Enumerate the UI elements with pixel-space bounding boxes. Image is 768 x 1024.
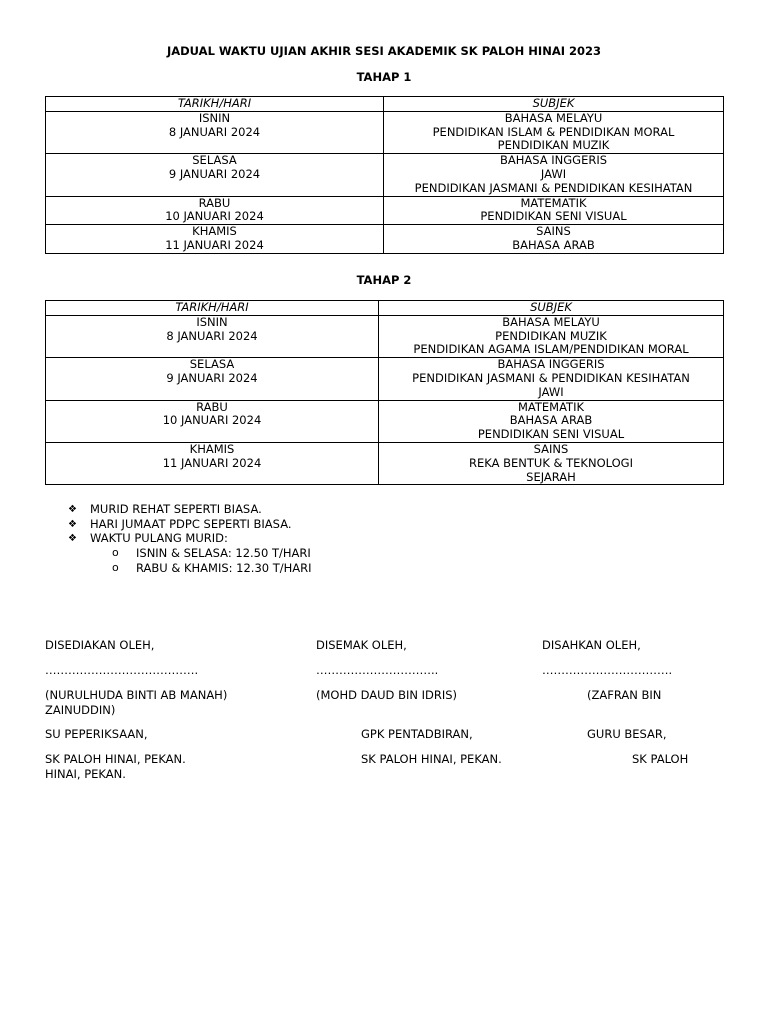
date-text: 9 JANUARI 2024 bbox=[166, 370, 258, 385]
sub-note-text: ISNIN & SELASA: 12.50 T/HARI bbox=[136, 546, 311, 560]
subject-text: JAWI bbox=[538, 384, 564, 399]
date-text: 11 JANUARI 2024 bbox=[165, 237, 264, 252]
table-row bbox=[46, 358, 724, 400]
diamond-bullet-icon: ❖ bbox=[68, 533, 77, 545]
subject-cell bbox=[379, 315, 724, 357]
subject-cell bbox=[379, 358, 724, 400]
subject-text: PENDIDIKAN SENI VISUAL bbox=[477, 427, 625, 442]
diamond-bullet-icon: ❖ bbox=[68, 518, 77, 530]
date-text: 8 JANUARI 2024 bbox=[168, 124, 261, 139]
date-cell bbox=[46, 154, 384, 196]
tahap2-heading: TAHAP 2 bbox=[356, 273, 412, 287]
subject-text: PENDIDIKAN JASMANI & PENDIDIKAN KESIHATAN bbox=[414, 180, 693, 195]
date-cell bbox=[46, 315, 379, 357]
subject-cell bbox=[379, 442, 724, 484]
day-text: RABU bbox=[196, 399, 228, 414]
subject-cell bbox=[384, 196, 724, 225]
subject-text: BAHASA INGGERIS bbox=[497, 357, 605, 372]
list-item bbox=[112, 547, 312, 562]
subject-text: BAHASA ARAB bbox=[509, 413, 593, 428]
diamond-bullet-icon: ❖ bbox=[68, 504, 77, 515]
list-item bbox=[112, 562, 312, 577]
dismissal-times-list bbox=[112, 547, 312, 576]
signatory-name-3-continued: ZAINUDDIN) bbox=[45, 703, 116, 717]
table-row bbox=[46, 400, 724, 442]
day-text: KHAMIS bbox=[189, 441, 235, 456]
subject-text: PENDIDIKAN JASMANI & PENDIDIKAN KESIHATAN bbox=[412, 370, 690, 385]
subject-text: PENDIDIKAN SENI VISUAL bbox=[480, 209, 627, 224]
column-header-subject: SUBJEK bbox=[379, 301, 724, 316]
subject-text: PENDIDIKAN AGAMA ISLAM/PENDIDIKAN MORAL bbox=[413, 342, 689, 357]
signatory-school-3-continued: HINAI, PEKAN. bbox=[45, 767, 126, 781]
day-text: SELASA bbox=[192, 153, 237, 168]
date-cell bbox=[46, 225, 384, 254]
date-cell bbox=[46, 196, 384, 225]
note-text: HARI JUMAAT PDPC SEPERTI BIASA. bbox=[90, 516, 292, 531]
list-item bbox=[68, 503, 292, 518]
signatory-name-1: (NURULHUDA BINTI AB MANAH) bbox=[45, 688, 228, 702]
note-text: WAKTU PULANG MURID: bbox=[90, 531, 228, 546]
day-text: RABU bbox=[198, 195, 231, 210]
subject-text: PENDIDIKAN MUZIK bbox=[497, 138, 610, 153]
subject-text: SAINS bbox=[533, 441, 569, 456]
table-row bbox=[46, 111, 724, 153]
signatory-school-2: SK PALOH HINAI, PEKAN. bbox=[361, 752, 502, 766]
table-row bbox=[46, 196, 724, 225]
day-text: ISNIN bbox=[196, 314, 228, 329]
signatory-role-3: GURU BESAR, bbox=[587, 727, 667, 741]
signatory-role-2: GPK PENTADBIRAN, bbox=[361, 727, 473, 741]
signatory-name-3: (ZAFRAN BIN bbox=[587, 688, 662, 702]
day-text: SELASA bbox=[189, 357, 235, 372]
table-row bbox=[46, 225, 724, 254]
list-item bbox=[68, 518, 292, 533]
signatory-school-1: SK PALOH HINAI, PEKAN. bbox=[45, 752, 186, 766]
table-row bbox=[46, 315, 724, 357]
column-header-date: TARIKH/HARI bbox=[46, 301, 379, 316]
table-row bbox=[46, 154, 724, 196]
signature-line-2: ………………………….. bbox=[316, 663, 439, 677]
notes-list bbox=[68, 503, 292, 547]
sub-note-text: RABU & KHAMIS: 12.30 T/HARI bbox=[136, 560, 312, 575]
subject-text: JAWI bbox=[540, 166, 567, 181]
signatory-role-1: SU PEPERIKSAAN, bbox=[45, 727, 148, 741]
tahap1-heading: TAHAP 1 bbox=[356, 70, 412, 84]
signatory-school-3: SK PALOH bbox=[632, 752, 689, 766]
subject-text: MATEMATIK bbox=[520, 195, 587, 210]
subject-text: MATEMATIK bbox=[517, 399, 585, 414]
day-text: ISNIN bbox=[198, 110, 231, 125]
table-header-row bbox=[46, 97, 724, 112]
day-text: KHAMIS bbox=[192, 224, 237, 239]
circle-bullet-icon: o bbox=[112, 560, 119, 574]
checked-by-label: DISEMAK OLEH, bbox=[316, 638, 407, 652]
date-text: 8 JANUARI 2024 bbox=[166, 328, 258, 343]
subject-text: BAHASA ARAB bbox=[512, 237, 595, 252]
subject-text: PENDIDIKAN MUZIK bbox=[495, 328, 607, 343]
date-text: 9 JANUARI 2024 bbox=[168, 166, 261, 181]
table-row bbox=[46, 442, 724, 484]
date-cell bbox=[46, 358, 379, 400]
date-text: 10 JANUARI 2024 bbox=[162, 413, 262, 428]
document-title: JADUAL WAKTU UJIAN AKHIR SESI AKADEMIK SK PALOH HINAI 2023 bbox=[166, 44, 602, 58]
subject-text: SEJARAH bbox=[526, 469, 576, 484]
subject-cell bbox=[384, 225, 724, 254]
date-text: 11 JANUARI 2024 bbox=[162, 455, 262, 470]
subject-cell bbox=[384, 111, 724, 153]
list-item bbox=[68, 532, 292, 547]
subject-text: BAHASA INGGERIS bbox=[499, 153, 608, 168]
signatory-name-2: (MOHD DAUD BIN IDRIS) bbox=[316, 688, 458, 702]
subject-cell bbox=[379, 400, 724, 442]
subject-text: BAHASA MELAYU bbox=[502, 314, 600, 329]
subject-text: REKA BENTUK & TEKNOLOGI bbox=[469, 455, 633, 470]
signature-line-1: …………………………………. bbox=[45, 663, 199, 677]
date-cell bbox=[46, 400, 379, 442]
tahap2-table bbox=[45, 300, 724, 485]
prepared-by-label: DISEDIAKAN OLEH, bbox=[45, 638, 155, 652]
date-cell bbox=[46, 442, 379, 484]
date-cell bbox=[46, 111, 384, 153]
signature-line-3: ……………………………. bbox=[542, 663, 673, 677]
note-text: MURID REHAT SEPERTI BIASA. bbox=[90, 502, 262, 516]
subject-text: SAINS bbox=[536, 224, 571, 239]
table-header-row bbox=[46, 301, 724, 316]
subject-cell bbox=[384, 154, 724, 196]
circle-bullet-icon: o bbox=[112, 546, 119, 559]
column-header-subject: SUBJEK bbox=[384, 97, 724, 112]
subject-text: BAHASA MELAYU bbox=[504, 110, 603, 125]
approved-by-label: DISAHKAN OLEH, bbox=[542, 638, 641, 652]
date-text: 10 JANUARI 2024 bbox=[165, 209, 264, 224]
tahap1-table bbox=[45, 96, 724, 254]
subject-text: PENDIDIKAN ISLAM & PENDIDIKAN MORAL bbox=[432, 124, 675, 139]
column-header-date: TARIKH/HARI bbox=[46, 97, 384, 112]
